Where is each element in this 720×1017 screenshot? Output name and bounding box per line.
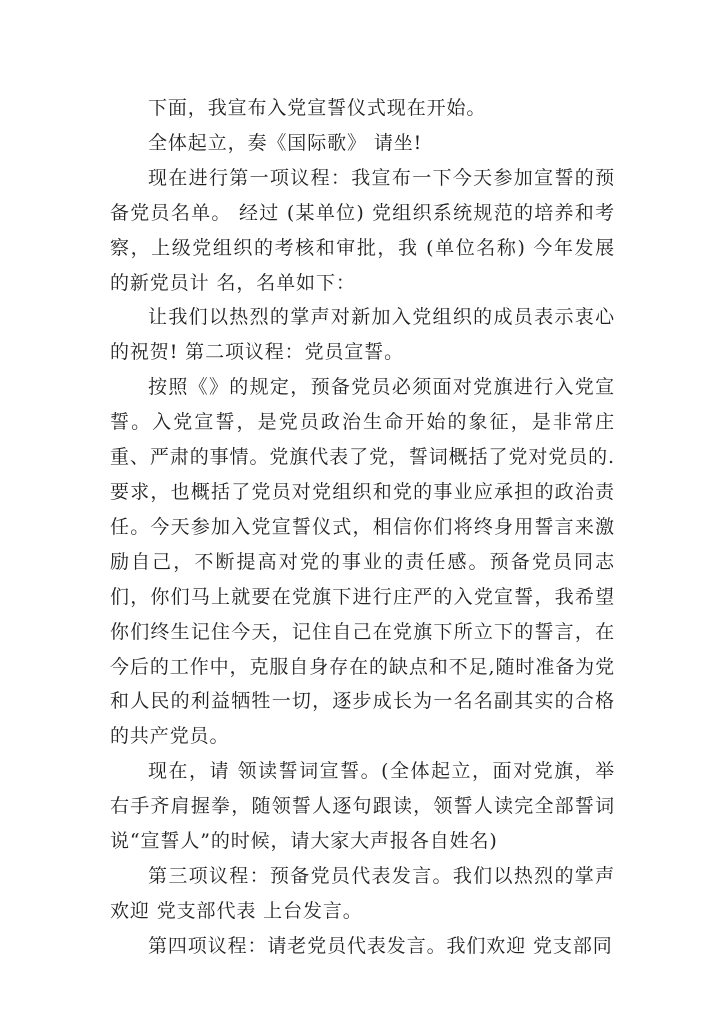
- paragraph-agenda-four: 第四项议程：请老党员代表发言。我们欢迎 党支部同: [148, 934, 613, 957]
- paragraph-congratulations: 让我们以热烈的掌声对新加入党组织的成员表示衷心的祝贺! 第二项议程：党员宣誓。: [110, 306, 615, 364]
- paragraph-stand-up: 全体起立，奏《国际歌》 请坐!: [148, 131, 423, 154]
- paragraph-opening: 下面，我宣布入党宣誓仪式现在开始。: [148, 97, 487, 119]
- paragraph-oath-reading: 现在，请 领读誓词宣誓。(全体起立，面对党旗，举右手齐肩握拳，随领誓人逐句跟读，领誓人读完全部誓词说“宣誓人”的时候，请大家大声报各自姓名): [110, 760, 615, 853]
- document-body: [110, 91, 615, 964]
- paragraph-agenda-one: 现在进行第一项议程：我宣布一下今天参加宣誓的预备党员名单。 经过 (某单位) 党组织系统规范的培养和考察，上级党组织的考核和审批，我 (单位名称) 今年发展的新党员计 名，名单如下：: [110, 166, 615, 294]
- paragraph-oath-explanation: 按照《》的规定，预备党员必须面对党旗进行入党宣誓。入党宣誓，是党员政治生命开始的象征，是非常庄重、严肃的事情。党旗代表了党，誓词概括了党对党员的.要求，也概括了党员对党组织和党的事业应承担的政治责任。今天参加入党宣誓仪式，相信你们将终身用誓言来激励自己，不断提高对党的事业的责任感。预备党员同志们，你们马上就要在党旗下进行庄严的入党宣誓，我希望你们终生记住今天，记住自己在党旗下所立下的誓言，在今后的工作中，克服自身存在的缺点和不足,随时准备为党和人民的利益牺牲一切，逐步成长为一名名副其实的合格的共产党员。: [110, 376, 615, 748]
- paragraph-agenda-three: 第三项议程：预备党员代表发言。我们以热烈的掌声欢迎 党支部代表 上台发言。: [110, 864, 615, 922]
